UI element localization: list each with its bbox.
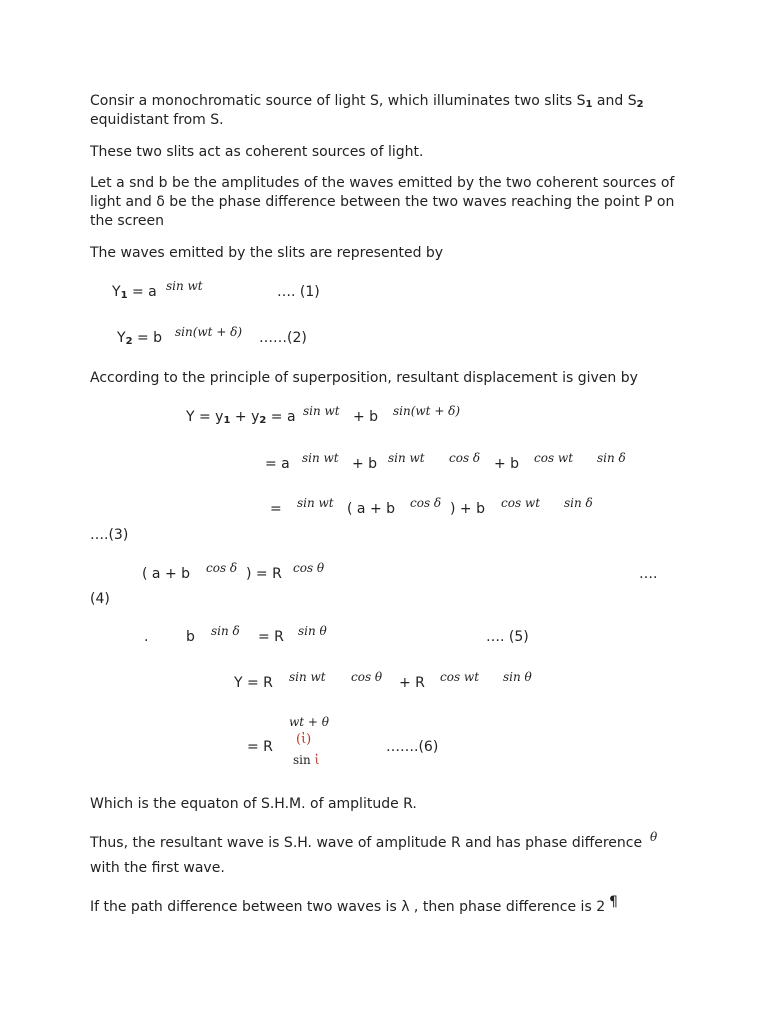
equation-4-term-4: cos wt	[534, 451, 574, 465]
equation-5-open: ( a + b	[347, 501, 396, 517]
amplitudes-line-3: the screen	[90, 213, 164, 229]
equation-5-term-4: sin δ	[564, 496, 593, 510]
equation-1-lhs: $Y_1 = a$	[112, 284, 157, 301]
equation-2-sin-term: sin(wt + δ)	[175, 325, 243, 339]
equation-7-dot: .	[144, 629, 149, 645]
equation-8-term-2: cos θ	[351, 670, 383, 684]
equation-2-number: ……(2)	[259, 330, 307, 346]
intro-line-2: equidistant from S.	[90, 112, 224, 128]
equation-1-sin-term: sin wt	[166, 279, 203, 293]
equation-9-number: …….(6)	[386, 739, 439, 755]
coherent-sources-text: These two slits act as coherent sources of light.	[90, 144, 424, 160]
shm-equation-text: Which is the equaton of S.H.M. of amplitude R.	[90, 796, 417, 812]
equation-4-eq-a: = a	[265, 456, 290, 472]
equation-9-mid: (ἰ)	[296, 732, 312, 747]
equation-5-term-2: cos δ	[410, 496, 442, 510]
equation-5-close: ) + b	[450, 501, 485, 517]
equation-6-term-2: cos θ	[293, 561, 325, 575]
equation-2-lhs: $Y_2 = b$	[117, 330, 163, 347]
equation-7-b: b	[186, 629, 195, 645]
equation-8-term-1: sin wt	[289, 670, 326, 684]
equation-3-plus-b: + b	[353, 409, 379, 425]
equation-6-term-1: cos δ	[206, 561, 238, 575]
equation-4-term-5: sin δ	[597, 451, 626, 465]
resultant-wave-line-2: with the first wave.	[90, 860, 225, 876]
equation-5-term-1: sin wt	[297, 496, 334, 510]
equation-3-lhs: $Y = y_1 + y_2 = a$	[186, 409, 296, 426]
amplitudes-line-1: Let a snd b be the amplitudes of the waves emitted by the two coherent sources of	[90, 175, 675, 191]
equation-3-term-2: sin(wt + δ)	[393, 404, 461, 418]
pilcrow-mark: ¶	[609, 894, 618, 910]
equation-8-lhs: Y = R	[234, 675, 273, 691]
equation-1-number: …. (1)	[277, 284, 320, 300]
equation-4-plus-b-2: + b	[494, 456, 520, 472]
equation-6-number-part-2: (4)	[90, 591, 110, 607]
equation-5-term-3: cos wt	[501, 496, 541, 510]
equation-9-bottom: sin ἰ	[293, 753, 320, 767]
equation-4-plus-b-1: + b	[352, 456, 378, 472]
intro-line-1: Consir a monochromatic source of light S, which illuminates two slits $S_1$ and $S_2$	[90, 93, 644, 110]
equation-7-number: …. (5)	[486, 629, 529, 645]
equation-4-term-3: cos δ	[449, 451, 481, 465]
equation-5-eq: =	[270, 501, 282, 517]
equation-9-top: wt + θ	[289, 715, 330, 729]
equation-7-eq: = R	[258, 629, 284, 645]
equation-6-open: ( a + b	[142, 566, 191, 582]
equation-3-term-1: sin wt	[303, 404, 340, 418]
equation-6-mid: ) = R	[246, 566, 282, 582]
equation-4-term-2: sin wt	[388, 451, 425, 465]
equation-8-term-4: sin θ	[503, 670, 532, 684]
equation-4-term-1: sin wt	[302, 451, 339, 465]
path-difference-text: If the path difference between two waves is λ , then phase difference is 2	[90, 899, 606, 915]
equation-7-term-1: sin δ	[211, 624, 240, 638]
equation-8-plus-r: + R	[399, 675, 425, 691]
superposition-text: According to the principle of superposition, resultant displacement is given by	[90, 370, 638, 386]
equation-6-number-part-1: ….	[639, 566, 658, 582]
phase-theta-symbol: θ	[650, 830, 658, 844]
equation-9-eq: = R	[247, 739, 273, 755]
equation-7-term-2: sin θ	[298, 624, 327, 638]
resultant-wave-line-1: Thus, the resultant wave is S.H. wave of amplitude R and has phase difference	[90, 835, 643, 851]
waves-represented-text: The waves emitted by the slits are represented by	[90, 245, 444, 261]
amplitudes-line-2: light and δ be the phase difference between the two waves reaching the point P on	[90, 194, 675, 210]
equation-5-number: ….(3)	[90, 527, 129, 543]
equation-8-term-3: cos wt	[440, 670, 480, 684]
